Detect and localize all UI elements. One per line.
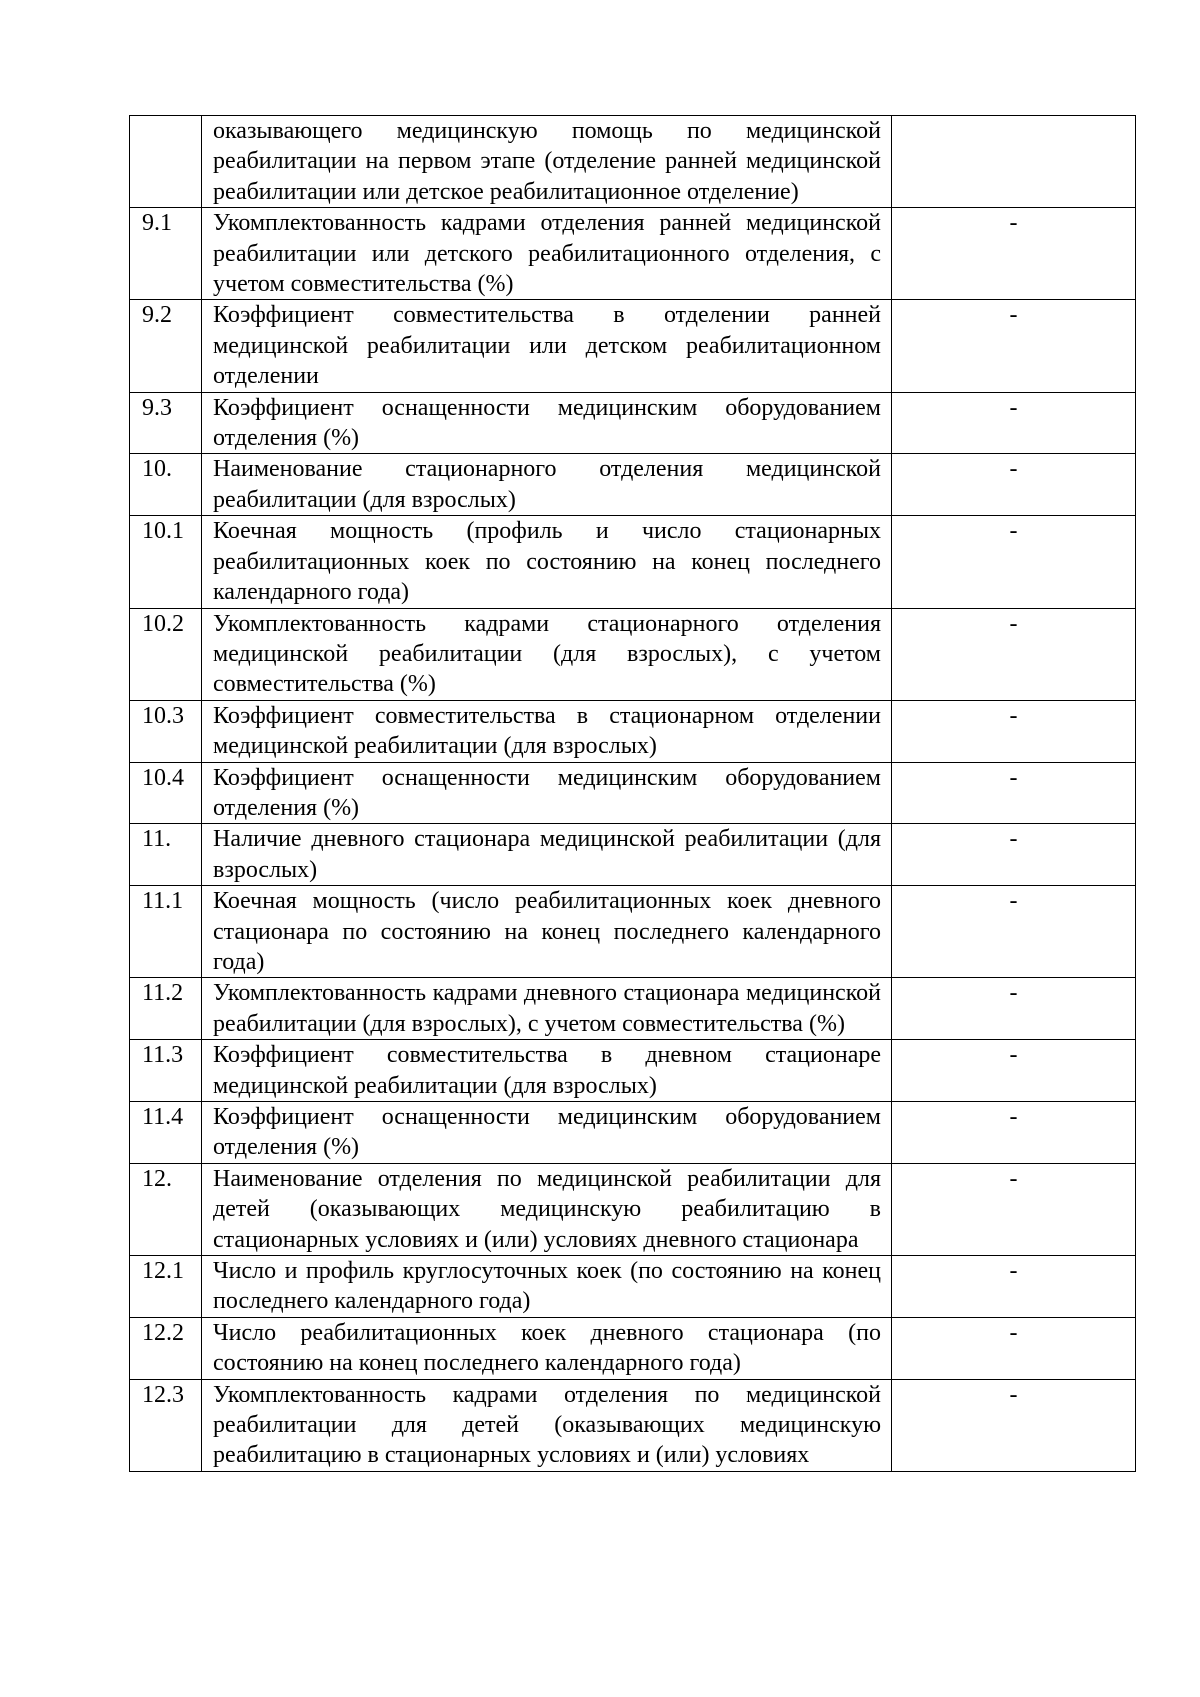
row-description: Коечная мощность (число реабилитационных коек дневного стационара по состоянию на конец последнего календарного года) xyxy=(202,886,892,978)
row-number: 11.1 xyxy=(130,886,202,978)
row-value: - xyxy=(892,824,1136,886)
row-description: Наличие дневного стационара медицинской реабилитации (для взрослых) xyxy=(202,824,892,886)
row-description: оказывающего медицинскую помощь по медицинской реабилитации на первом этапе (отделение ранней медицинской реабилитации или детское реабилитационное отделение) xyxy=(202,116,892,208)
row-value: - xyxy=(892,762,1136,824)
row-value: - xyxy=(892,1102,1136,1164)
table-row xyxy=(130,886,1136,978)
table-row xyxy=(130,116,1136,208)
table-row xyxy=(130,516,1136,608)
row-value: - xyxy=(892,978,1136,1040)
row-value: - xyxy=(892,1379,1136,1471)
table-row xyxy=(130,762,1136,824)
table-row xyxy=(130,700,1136,762)
row-value: - xyxy=(892,1256,1136,1318)
row-value: - xyxy=(892,886,1136,978)
row-number: 12.1 xyxy=(130,1256,202,1318)
row-number: 11.3 xyxy=(130,1040,202,1102)
table-row xyxy=(130,1102,1136,1164)
table-row xyxy=(130,208,1136,300)
row-number: 9.2 xyxy=(130,300,202,392)
row-number xyxy=(130,116,202,208)
row-value: - xyxy=(892,516,1136,608)
row-number: 10.2 xyxy=(130,608,202,700)
row-value: - xyxy=(892,608,1136,700)
row-value: - xyxy=(892,454,1136,516)
row-description: Коэффициент совместительства в отделении ранней медицинской реабилитации или детском реабилитационном отделении xyxy=(202,300,892,392)
row-number: 10.1 xyxy=(130,516,202,608)
row-number: 11. xyxy=(130,824,202,886)
row-value: - xyxy=(892,392,1136,454)
row-number: 12.2 xyxy=(130,1317,202,1379)
row-number: 12. xyxy=(130,1163,202,1255)
table-row xyxy=(130,1256,1136,1318)
indicator-table-body xyxy=(130,116,1136,1472)
table-row xyxy=(130,454,1136,516)
row-description: Укомплектованность кадрами отделения по медицинской реабилитации для детей (оказывающих медицинскую реабилитацию в стационарных условиях и (или) условиях xyxy=(202,1379,892,1471)
table-row xyxy=(130,1379,1136,1471)
row-value: - xyxy=(892,300,1136,392)
row-description: Укомплектованность кадрами дневного стационара медицинской реабилитации (для взрослых), с учетом совместительства (%) xyxy=(202,978,892,1040)
row-description: Коэффициент совместительства в стационарном отделении медицинской реабилитации (для взрослых) xyxy=(202,700,892,762)
table-row xyxy=(130,824,1136,886)
row-description: Коэффициент оснащенности медицинским оборудованием отделения (%) xyxy=(202,392,892,454)
row-description: Наименование отделения по медицинской реабилитации для детей (оказывающих медицинскую реабилитацию в стационарных условиях и (или) условиях дневного стационара xyxy=(202,1163,892,1255)
table-row xyxy=(130,392,1136,454)
row-description: Наименование стационарного отделения медицинской реабилитации (для взрослых) xyxy=(202,454,892,516)
table-row xyxy=(130,1317,1136,1379)
row-value: - xyxy=(892,208,1136,300)
row-description: Коечная мощность (профиль и число стационарных реабилитационных коек по состоянию на конец последнего календарного года) xyxy=(202,516,892,608)
row-value: - xyxy=(892,1040,1136,1102)
table-row xyxy=(130,1163,1136,1255)
row-number: 10.4 xyxy=(130,762,202,824)
row-number: 10. xyxy=(130,454,202,516)
table-row xyxy=(130,978,1136,1040)
table-row xyxy=(130,608,1136,700)
row-value: - xyxy=(892,700,1136,762)
table-row xyxy=(130,1040,1136,1102)
table-row xyxy=(130,300,1136,392)
row-description: Число и профиль круглосуточных коек (по состоянию на конец последнего календарного года) xyxy=(202,1256,892,1318)
row-value: - xyxy=(892,1163,1136,1255)
row-description: Коэффициент оснащенности медицинским оборудованием отделения (%) xyxy=(202,762,892,824)
row-number: 11.4 xyxy=(130,1102,202,1164)
row-description: Число реабилитационных коек дневного стационара (по состоянию на конец последнего календарного года) xyxy=(202,1317,892,1379)
row-number: 10.3 xyxy=(130,700,202,762)
row-description: Коэффициент совместительства в дневном стационаре медицинской реабилитации (для взрослых) xyxy=(202,1040,892,1102)
row-value xyxy=(892,116,1136,208)
row-description: Укомплектованность кадрами стационарного отделения медицинской реабилитации (для взрослых), с учетом совместительства (%) xyxy=(202,608,892,700)
row-number: 9.3 xyxy=(130,392,202,454)
indicator-table xyxy=(129,115,1136,1472)
row-value: - xyxy=(892,1317,1136,1379)
row-number: 9.1 xyxy=(130,208,202,300)
row-description: Укомплектованность кадрами отделения ранней медицинской реабилитации или детского реабилитационного отделения, с учетом совместительства (%) xyxy=(202,208,892,300)
row-number: 12.3 xyxy=(130,1379,202,1471)
row-number: 11.2 xyxy=(130,978,202,1040)
row-description: Коэффициент оснащенности медицинским оборудованием отделения (%) xyxy=(202,1102,892,1164)
